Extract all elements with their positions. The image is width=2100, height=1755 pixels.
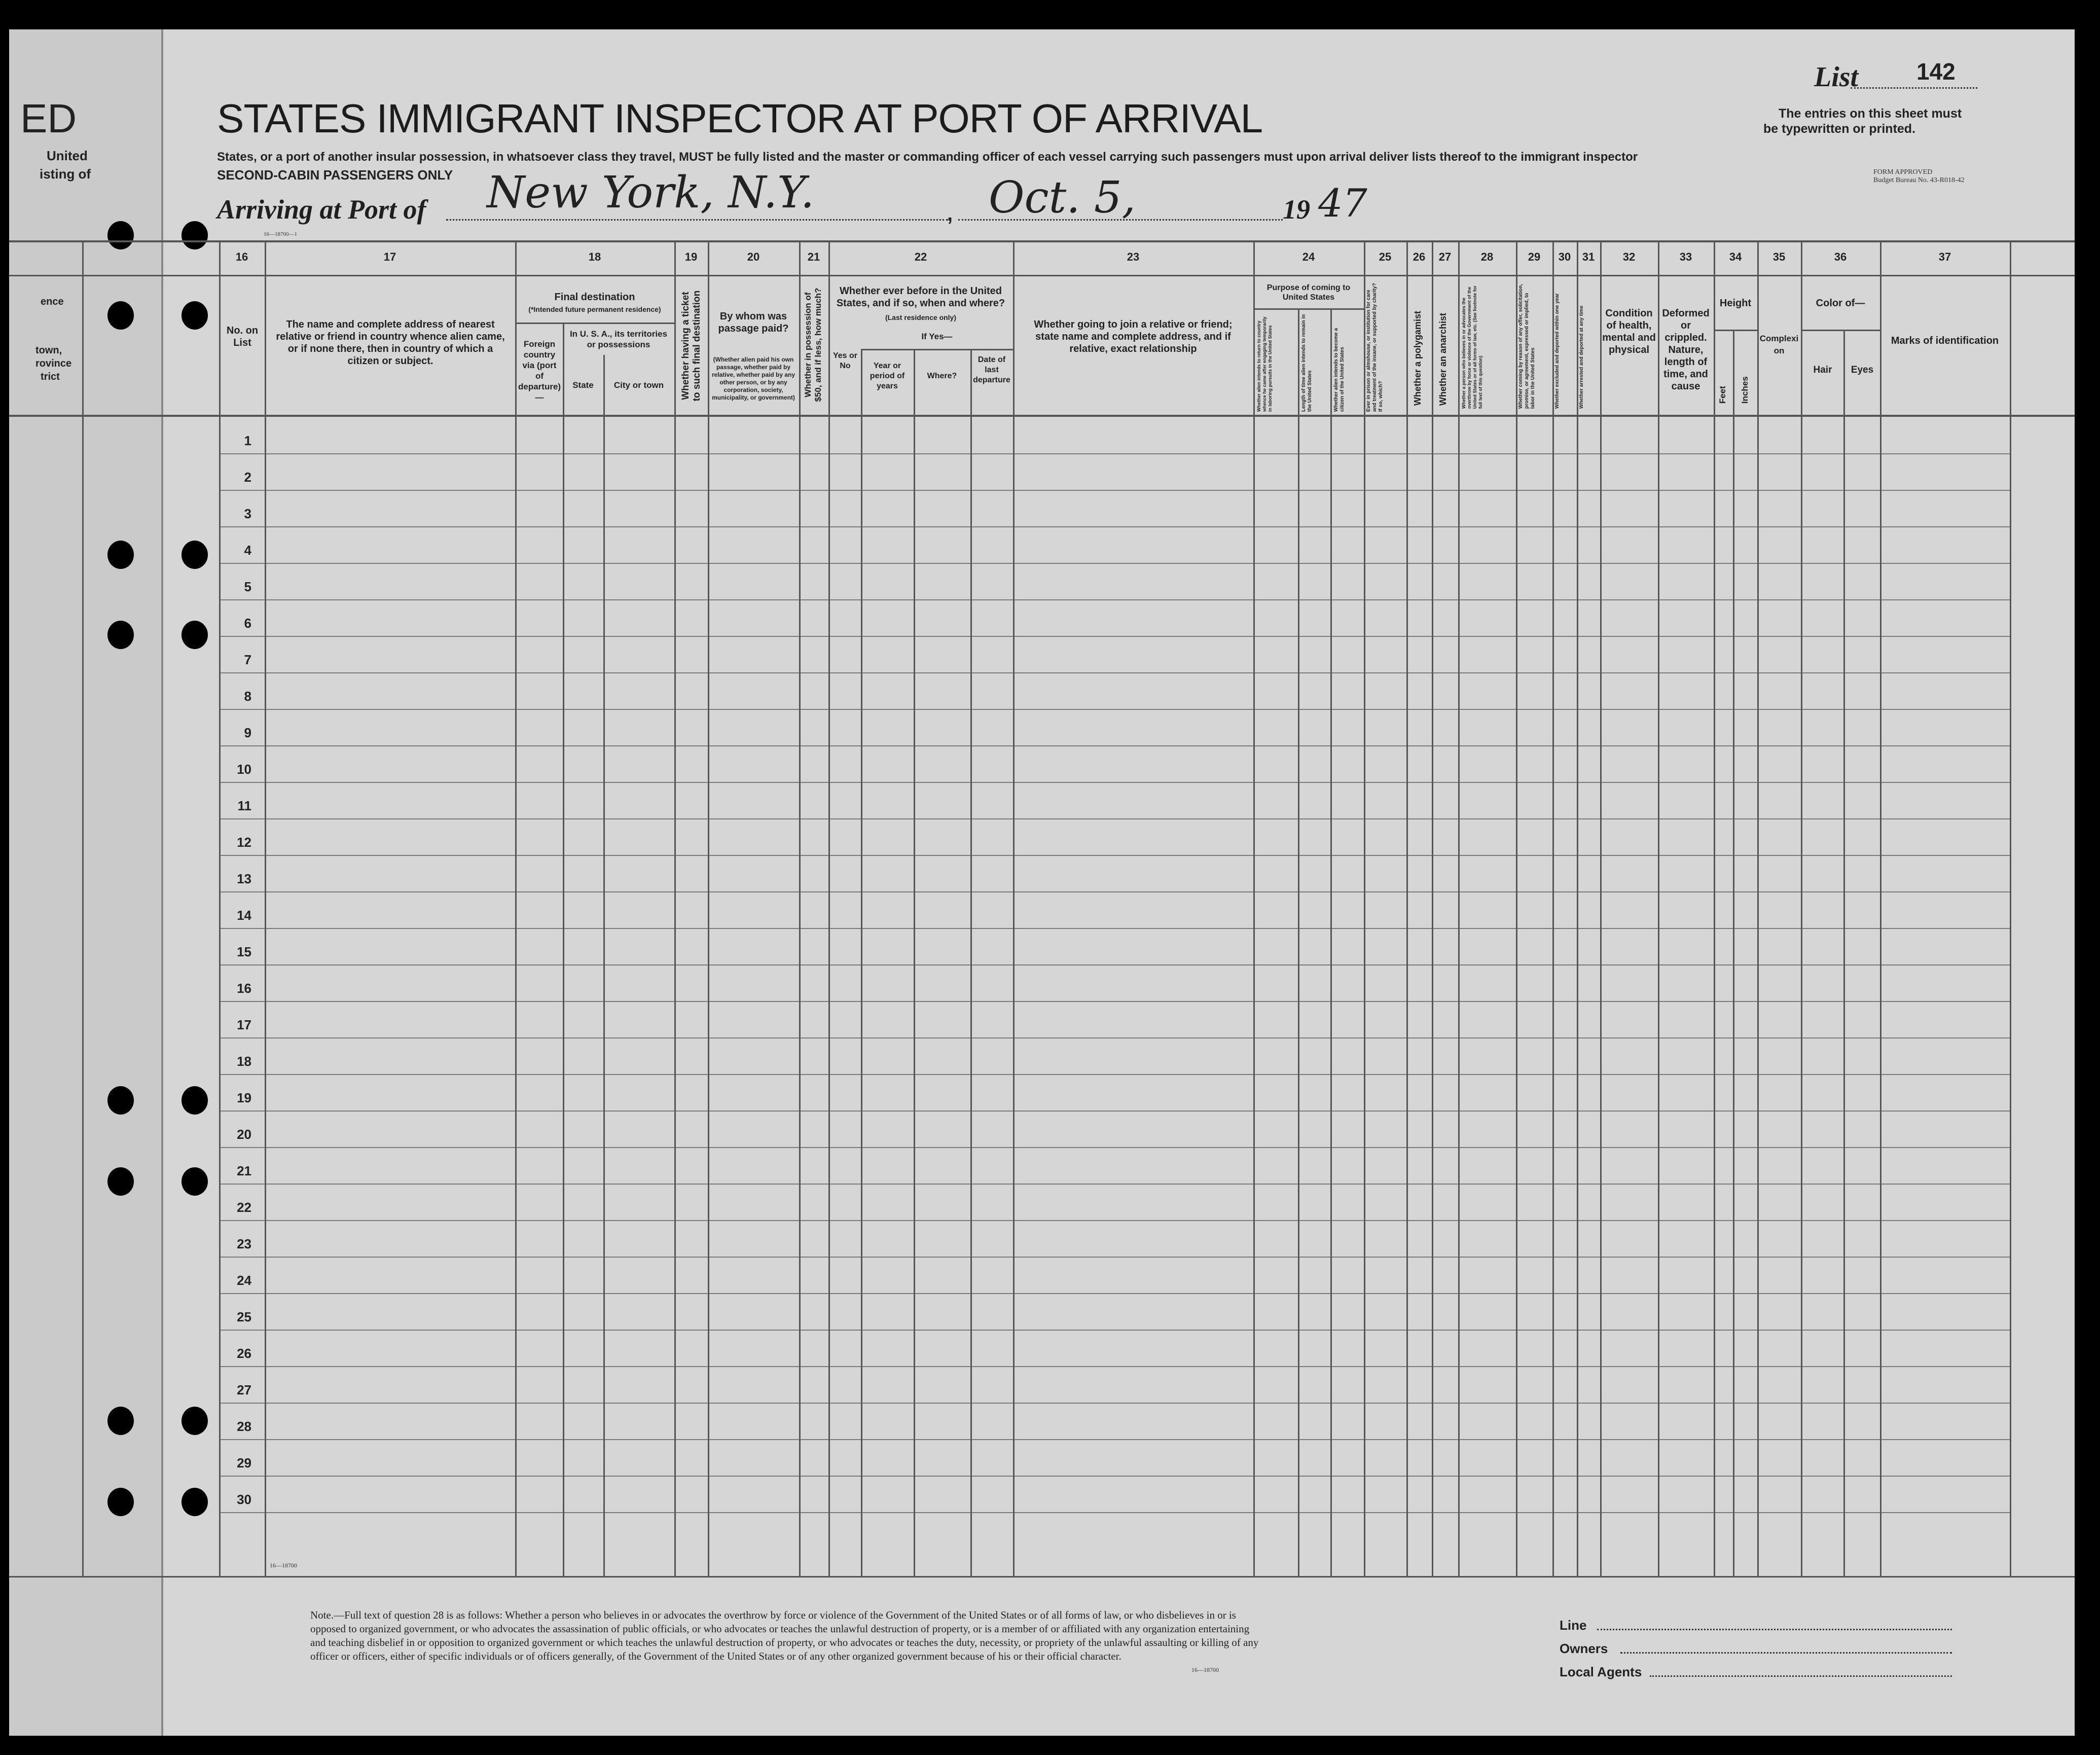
col-line	[1516, 240, 1517, 1576]
col-line	[1432, 240, 1433, 1576]
colnum-18: 18	[588, 250, 601, 263]
header-fifty-dollars: Whether in possession of $50, and if less, how much?	[803, 288, 823, 402]
col-line	[1577, 240, 1578, 1576]
left-title-fragment: ED	[20, 96, 77, 141]
colnum-30: 30	[1558, 250, 1571, 263]
header-if-yes: If Yes—	[921, 332, 953, 341]
colnum-22: 22	[914, 250, 927, 263]
table-top-rule	[9, 240, 2075, 242]
left-col-label-3: rovince	[35, 358, 72, 369]
row-line	[219, 745, 2010, 746]
col-line	[515, 240, 517, 1576]
row-number: 29	[237, 1455, 251, 1471]
punch-hole	[182, 621, 208, 649]
header-purpose-length: Length of time alien intends to remain in the United States	[1301, 314, 1313, 412]
col-line	[1843, 331, 1845, 1576]
colnum-19: 19	[684, 250, 698, 263]
row-line	[219, 1403, 2010, 1404]
header-anarchist: Whether an anarchist	[1438, 312, 1448, 406]
list-number: 142	[1916, 58, 1956, 85]
colnum-21: 21	[807, 250, 820, 263]
row-number: 25	[237, 1309, 251, 1324]
header-eyes: Eyes	[1851, 365, 1874, 375]
punch-hole	[107, 1167, 134, 1196]
left-col-label-4: trict	[41, 371, 60, 382]
row-number: 27	[237, 1382, 251, 1398]
colnum-27: 27	[1438, 250, 1452, 263]
col-line	[1880, 240, 1881, 1576]
colnum-29: 29	[1528, 250, 1541, 263]
form-sheet	[9, 29, 2075, 1736]
colnum-35: 35	[1772, 250, 1786, 263]
header-inches: Inches	[1740, 376, 1750, 404]
col-line	[674, 240, 676, 1576]
col-line	[1253, 240, 1255, 1576]
col-line	[265, 240, 266, 1576]
colnum-31: 31	[1582, 250, 1595, 263]
col-line	[1406, 240, 1408, 1576]
colnum-17: 17	[383, 250, 396, 263]
header-purpose-citizen: Whether alien intends to become a citizen of the United States	[1333, 328, 1345, 412]
colnum-33: 33	[1679, 250, 1692, 263]
col-line	[1330, 309, 1332, 1576]
line-dotted-line	[1597, 1629, 1952, 1630]
header-prison: Ever in prison or almshouse, or institution for care and treatment of the insane, or supported by charity? If so, which?	[1366, 283, 1384, 412]
row-line	[219, 964, 2010, 965]
punch-hole	[107, 1407, 134, 1435]
col-line	[1600, 240, 1602, 1576]
row-number: 23	[237, 1236, 251, 1251]
row-line	[219, 1074, 2010, 1075]
header-hair: Hair	[1813, 365, 1832, 375]
punch-hole	[107, 621, 134, 649]
row-line	[219, 1512, 2010, 1513]
row-line	[219, 599, 2010, 600]
header-year: Year or period of years	[870, 362, 905, 390]
row-line	[219, 526, 2010, 527]
row-number: 26	[237, 1346, 251, 1361]
col-line	[563, 324, 564, 1576]
header-yes-or-no: Yes or No	[832, 351, 858, 370]
punch-hole	[182, 1488, 208, 1516]
col-line	[219, 240, 221, 1576]
row-line	[219, 1476, 2010, 1477]
row-line	[219, 1037, 2010, 1038]
row-line	[219, 1366, 2010, 1367]
col-line	[970, 350, 972, 1576]
header-complexion: Complexion	[1759, 334, 1799, 355]
row-line	[219, 1111, 2010, 1112]
row-line	[219, 1257, 2010, 1258]
footer-form-code: 16—18700	[1191, 1666, 1219, 1673]
header-passage-paid-sub: (Whether alien paid his own passage, whether paid by relative, whether paid by any other person, or by any corporation, society, municipality, or government)	[711, 356, 795, 401]
header-final-destination-sub: (*Intended future permanent residence)	[528, 305, 661, 313]
row-line	[219, 563, 2010, 564]
number-row-rule	[9, 275, 2075, 276]
row-line	[219, 1293, 2010, 1294]
punch-hole	[182, 221, 208, 249]
row-number: 8	[244, 689, 251, 704]
row-number: 22	[237, 1200, 251, 1215]
row-line	[219, 782, 2010, 783]
subheader-rule	[1253, 308, 1364, 310]
entries-note-1: The entries on this sheet must	[1779, 106, 1962, 121]
left-page-strip	[9, 29, 163, 1736]
subheader-rule	[861, 349, 1013, 350]
row-number: 12	[237, 835, 251, 850]
date-handwritten: Oct. 5,	[989, 172, 1136, 223]
header-feet: Feet	[1718, 386, 1727, 404]
header-state: State	[572, 380, 594, 390]
header-purpose-return: Whether alien intends to return to country whence he came after engaging temporarily in laboring pursuits in the United States	[1256, 316, 1273, 412]
form-approved: FORM APPROVED	[1873, 168, 1933, 176]
col-line	[1733, 331, 1734, 1576]
row-line	[219, 891, 2010, 892]
row-number: 2	[244, 470, 251, 485]
header-in-usa: In U. S. A., its territories or possessions	[569, 329, 668, 349]
subheader-rule	[1801, 330, 1880, 331]
header-height: Height	[1719, 298, 1752, 309]
port-handwritten: New York, N.Y.	[487, 167, 815, 218]
col-line	[1714, 240, 1715, 1576]
colnum-28: 28	[1480, 250, 1494, 263]
colnum-25: 25	[1379, 250, 1392, 263]
row-line	[219, 928, 2010, 929]
header-purpose: Purpose of coming to United States	[1266, 283, 1351, 302]
year-handwritten: 47	[1318, 181, 1367, 226]
port-dotted-line	[446, 219, 948, 221]
col-line	[828, 240, 830, 1576]
row-number: 18	[237, 1054, 251, 1069]
punch-hole	[107, 1488, 134, 1516]
agents-dotted-line	[1650, 1675, 1952, 1677]
header-excluded: Whether excluded and deported within one year	[1554, 293, 1560, 409]
col-line	[1013, 240, 1015, 1576]
owners-dotted-line	[1620, 1652, 1952, 1654]
row-line	[219, 1439, 2010, 1440]
budget-bureau-number: Budget Bureau No. 43-R018-42	[1873, 176, 1965, 184]
row-number: 7	[244, 652, 251, 667]
footnote-question-28: Note.—Full text of question 28 is as follows: Whether a person who believes in or advocates the overthrow by force or violence of the Government of the United States or of all forms of law, or who disbelieves in or is opposed to organized government, or who advocates the assassination of public officials, or who advocates or teaches the unlawful destruction of property, or is a member of or affiliated with any organization entertaining and teaching disbelief in or opposition to organized government or which teaches the unlawful destruction of property, or who advocates or teaches the duty, necessity, or propriety of the unlawful assaulting or killing of any officer or officers, either of specific individuals or of officers generally, of the Government of the United States or of any other organized government because of his or their official character.	[310, 1609, 1259, 1662]
header-where: Where?	[927, 372, 957, 380]
col-line	[914, 350, 915, 1576]
punch-hole	[107, 1086, 134, 1115]
colnum-32: 32	[1622, 250, 1636, 263]
colnum-36: 36	[1834, 250, 1847, 263]
header-passage-paid: By whom was passage paid?	[718, 311, 789, 334]
left-col-label-1: ence	[41, 296, 64, 307]
col-line	[1757, 240, 1759, 1576]
year-printed: 19	[1283, 194, 1310, 225]
row-number: 5	[244, 579, 251, 594]
row-number: 15	[237, 944, 251, 959]
row-line	[219, 1001, 2010, 1002]
col-line	[82, 240, 84, 1576]
row-line	[219, 709, 2010, 710]
header-date-last-departure: Date of last departure	[973, 355, 1010, 384]
table-bottom-rule	[9, 1576, 2075, 1578]
colnum-34: 34	[1729, 250, 1742, 263]
row-line	[219, 1330, 2010, 1331]
row-number: 6	[244, 616, 251, 631]
header-before-in-us: Whether ever before in the United States, and if so, when and where?	[836, 285, 1005, 309]
form-subtitle: States, or a port of another insular possession, in whatsoever class they travel, MUST be fully listed and the master or commanding officer of each vessel carrying such passengers must upon arrival deliver lists thereof to the immigrant inspector	[217, 150, 1638, 164]
row-line	[219, 855, 2010, 856]
left-col-label-2: town,	[35, 345, 62, 356]
header-join-relative: Whether going to join a relative or friend; state name and complete address, and if relative, exact relationship	[1034, 319, 1233, 354]
punch-hole	[182, 1167, 208, 1196]
header-arrested: Whether arrested and deported at any time	[1579, 305, 1584, 409]
header-bottom-rule	[9, 415, 2075, 417]
left-line-1: United	[47, 148, 88, 163]
row-number: 1	[244, 433, 251, 448]
row-number: 4	[244, 543, 251, 558]
subheader-rule	[515, 323, 674, 324]
row-line	[219, 818, 2010, 819]
comma-mark: ,	[947, 203, 953, 225]
form-code-top: 16—18700—1	[264, 231, 297, 237]
row-line	[219, 636, 2010, 637]
local-agents-label: Local Agents	[1560, 1664, 1642, 1679]
punch-hole	[107, 221, 134, 249]
row-line	[219, 1220, 2010, 1221]
header-no-on-list: No. on List	[226, 325, 259, 348]
list-label: List	[1814, 61, 1859, 93]
row-line	[219, 672, 2010, 673]
row-number: 17	[237, 1017, 251, 1032]
row-number: 16	[237, 981, 251, 996]
col-line	[1801, 240, 1802, 1576]
left-line-2: isting of	[40, 166, 91, 182]
colnum-16: 16	[235, 250, 248, 263]
col-line	[2010, 240, 2011, 1576]
colnum-37: 37	[1938, 250, 1951, 263]
punch-hole	[182, 301, 208, 330]
header-color-of: Color of—	[1816, 298, 1865, 309]
col-line	[1458, 240, 1460, 1576]
row-number: 14	[237, 908, 251, 923]
subheader-rule	[1714, 330, 1757, 331]
col-line	[1364, 240, 1365, 1576]
header-overthrow: Whether a person who believes in or advocates the overthrow by force or violence of the Government of the United States or of all forms of law, etc. (See footnote for full text of this question)	[1461, 285, 1483, 409]
entries-note-2: be typewritten or printed.	[1763, 122, 1916, 136]
row-line	[219, 1147, 2010, 1148]
form-title: STATES IMMIGRANT INSPECTOR AT PORT OF ARRIVAL	[217, 96, 1263, 141]
colnum-20: 20	[747, 250, 760, 263]
row-number: 11	[237, 798, 251, 813]
row-number: 19	[237, 1090, 251, 1105]
colnum-26: 26	[1413, 250, 1426, 263]
row-number: 30	[237, 1492, 251, 1507]
punch-hole	[182, 1407, 208, 1435]
header-ticket: Whether having a ticket to such final destination	[680, 290, 702, 402]
col-line	[861, 350, 862, 1576]
col-line	[603, 355, 605, 1576]
header-marks: Marks of identification	[1891, 335, 1999, 346]
col-line	[799, 240, 801, 1576]
header-health: Condition of health, mental and physical	[1602, 308, 1656, 355]
table-form-code: 16—18700	[270, 1562, 297, 1569]
col-line	[1298, 309, 1299, 1576]
colnum-24: 24	[1302, 250, 1315, 263]
header-foreign-country: Foreign country via (port of departure)—	[518, 339, 561, 402]
owners-label: Owners	[1560, 1641, 1608, 1656]
line-label: Line	[1560, 1618, 1587, 1633]
class-line: SECOND-CABIN PASSENGERS ONLY	[217, 167, 453, 183]
punch-hole	[182, 1086, 208, 1115]
colnum-23: 23	[1127, 250, 1140, 263]
header-city: City or town	[613, 380, 664, 390]
col-line	[1552, 240, 1554, 1576]
header-nearest-relative: The name and complete address of nearest relative or friend in country whence alien came, or if none there, then in country of which a citizen or subject.	[276, 319, 505, 367]
col-line	[708, 240, 709, 1576]
row-number: 21	[237, 1163, 251, 1178]
punch-hole	[182, 541, 208, 569]
row-number: 28	[237, 1419, 251, 1434]
row-number: 20	[237, 1127, 251, 1142]
row-line	[219, 1184, 2010, 1185]
arriving-label: Arriving at Port of	[217, 194, 426, 225]
row-line	[219, 453, 2010, 454]
header-deformed: Deformed or crippled. Nature, length of time, and cause	[1662, 308, 1710, 392]
punch-hole	[107, 301, 134, 330]
row-line	[219, 490, 2010, 491]
header-final-destination: Final destination	[554, 292, 635, 303]
row-number: 10	[237, 762, 251, 777]
col-line	[1658, 240, 1659, 1576]
header-before-in-us-sub: (Last residence only)	[885, 313, 957, 321]
header-labor-offer: Whether coming by reason of any offer, solicitation, promise, or agreement, expressed or implied, to labor in the United States	[1518, 283, 1536, 409]
row-number: 13	[237, 871, 251, 886]
list-dotted-line	[1851, 87, 1977, 89]
row-number: 24	[237, 1273, 251, 1288]
row-number: 3	[244, 506, 251, 521]
punch-hole	[107, 541, 134, 569]
row-number: 9	[244, 725, 251, 740]
header-polygamist: Whether a polygamist	[1413, 310, 1423, 406]
